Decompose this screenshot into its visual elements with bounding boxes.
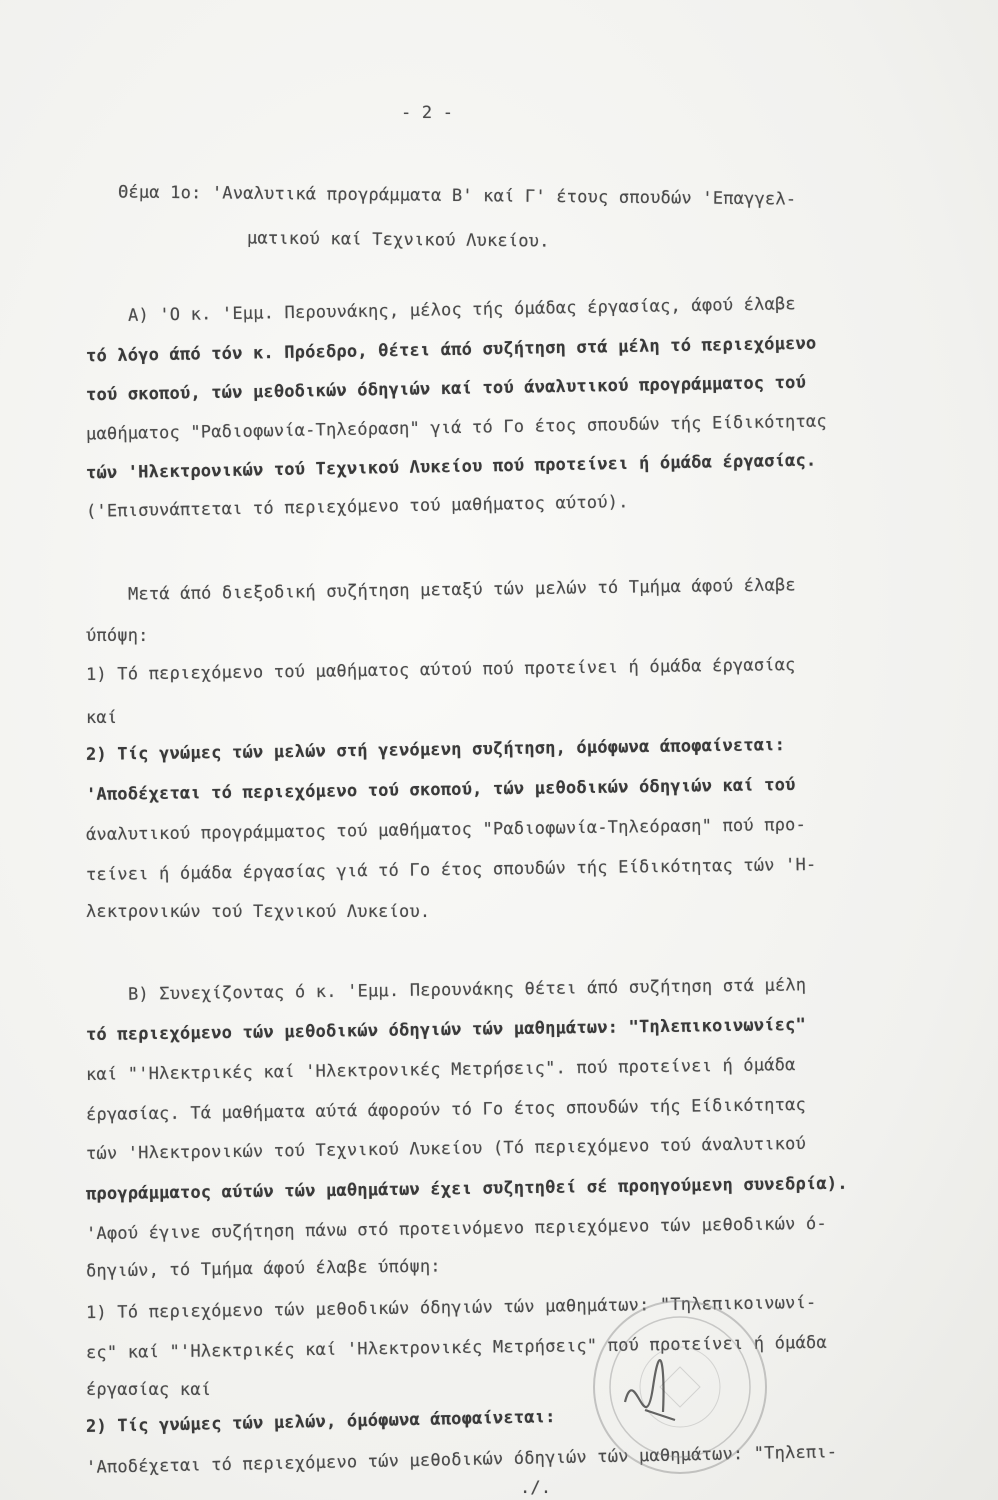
subject-title-line-2: ματικού καί Τεχνικού Λυκείου. [246,228,550,252]
section-b-line: τών 'Ηλεκτρονικών τού Τεχνικού Λυκείου (Τό περιεχόμενο τού άναλυτικού [85,1133,807,1165]
decision-a-line: 'Αποδέχεται τό περιεχόμενο τού σκοπού, τών μεθοδικών όδηγιών καί τού [85,775,796,805]
section-b-line: καί "'Ηλεκτρικές καί 'Ηλεκτρονικές Μετρήσεις". πού προτείνει ή όμάδα [85,1055,796,1085]
decision-a-line: ύπόψη: [86,626,149,646]
decision-a-line: τείνει ή όμάδα έργασίας γιά τό Γο έτος σπουδών τής Είδικότητας τών 'Η- [85,854,817,886]
section-b-line: 'Αφού έγινε συζήτηση πάνω στό προτεινόμενο περιεχόμενο τών μεθοδικών ό- [85,1213,827,1245]
decision-a-line: Μετά άπό διεξοδική συζήτηση μεταξύ τών μελών τό Τμήμα άφού έλαβε [127,575,796,605]
section-b-line: έργασίας καί [86,1380,212,1400]
section-b-line: 'Αποδέχεται τό περιεχόμενο τών μεθοδικών όδηγιών τών μαθημάτων: "Τηλεπι- [85,1442,838,1478]
section-b-line: προγράμματος αύτών τών μαθημάτων έχει συζητηθεί σέ προηγούμενη συνεδρία). [85,1173,848,1205]
decision-a-line: 2) Τίς γνώμες τών μελών στή γενόμενη συζήτηση, όμόφωνα άποφαίνεται: [85,735,786,765]
section-a-line: τού σκοπού, τών μεθοδικών όδηγιών καί τού άναλυτικού προγράμματος τού [85,372,807,406]
section-b-line: 2) Τίς γνώμες τών μελών, όμόφωνα άποφαίνεται: [85,1407,556,1437]
section-a-line: τό λόγο άπό τόν κ. Πρόεδρο, θέτει άπό συζήτηση στά μέλη τό περιεχόμενο [85,333,817,367]
decision-a-line: άναλυτικού προγράμματος τού μαθήματος "Ραδιοφωνία-Τηλεόραση" πού προ- [85,814,807,846]
section-a-line: τών 'Ηλεκτρονικών τού Τεχνικού Λυκείου πού προτείνει ή όμάδα έργασίας. [85,450,817,484]
decision-a-line: καί [86,708,118,728]
section-b-line: ες" καί "'Ηλεκτρικές καί 'Ηλεκτρονικές Μετρήσεις" πού προτείνει ή όμάδα [85,1332,827,1364]
decision-a-line: 1) Τό περιεχόμενο τού μαθήματος αύτού πού προτείνει ή όμάδα έργασίας [85,655,796,685]
signature-icon [625,1360,675,1420]
subject-title-line-1: Θέμα 1ο: 'Αναλυτικά προγράμματα Β' καί Γ' έτους σπουδών 'Επαγγελ- [117,182,797,210]
section-b-line: Β) Συνεχίζοντας ό κ. 'Εμμ. Περουνάκης θέτει άπό συζήτηση στά μέλη [127,975,807,1005]
section-b-line: τό περιεχόμενο τών μεθοδικών όδηγιών τών μαθημάτων: "Τηλεπικοινωνίες" [85,1014,807,1046]
section-b-line: έργασίας. Τά μαθήματα αύτά άφορούν τό Γο έτος σπουδών τής Είδικότητας [85,1094,807,1126]
decision-a-line: λεκτρονικών τού Τεχνικού Λυκείου. [86,902,431,922]
continuation-mark: ./. [520,1478,552,1498]
page-number: - 2 - [401,103,454,123]
section-b-line: δηγιών, τό Τμήμα άφού έλαβε ύπόψη: [85,1256,441,1282]
section-a-line: μαθήματος "Ραδιοφωνία-Τηλεόραση" γιά τό Γο έτος σπουδών τής Είδικότητας [85,411,828,445]
section-b-line: 1) Τό περιεχόμενο τών μεθοδικών όδηγιών τών μαθημάτων: "Τηλεπικοινωνί- [85,1292,817,1324]
official-stamp-icon [585,1292,775,1482]
section-a-line: Α) 'Ο κ. 'Εμμ. Περουνάκης, μέλος τής όμάδας έργασίας, άφού έλαβε [127,294,796,326]
section-a-line: ('Επισυνάπτεται τό περιεχόμενο τού μαθήματος αύτού). [85,492,629,522]
